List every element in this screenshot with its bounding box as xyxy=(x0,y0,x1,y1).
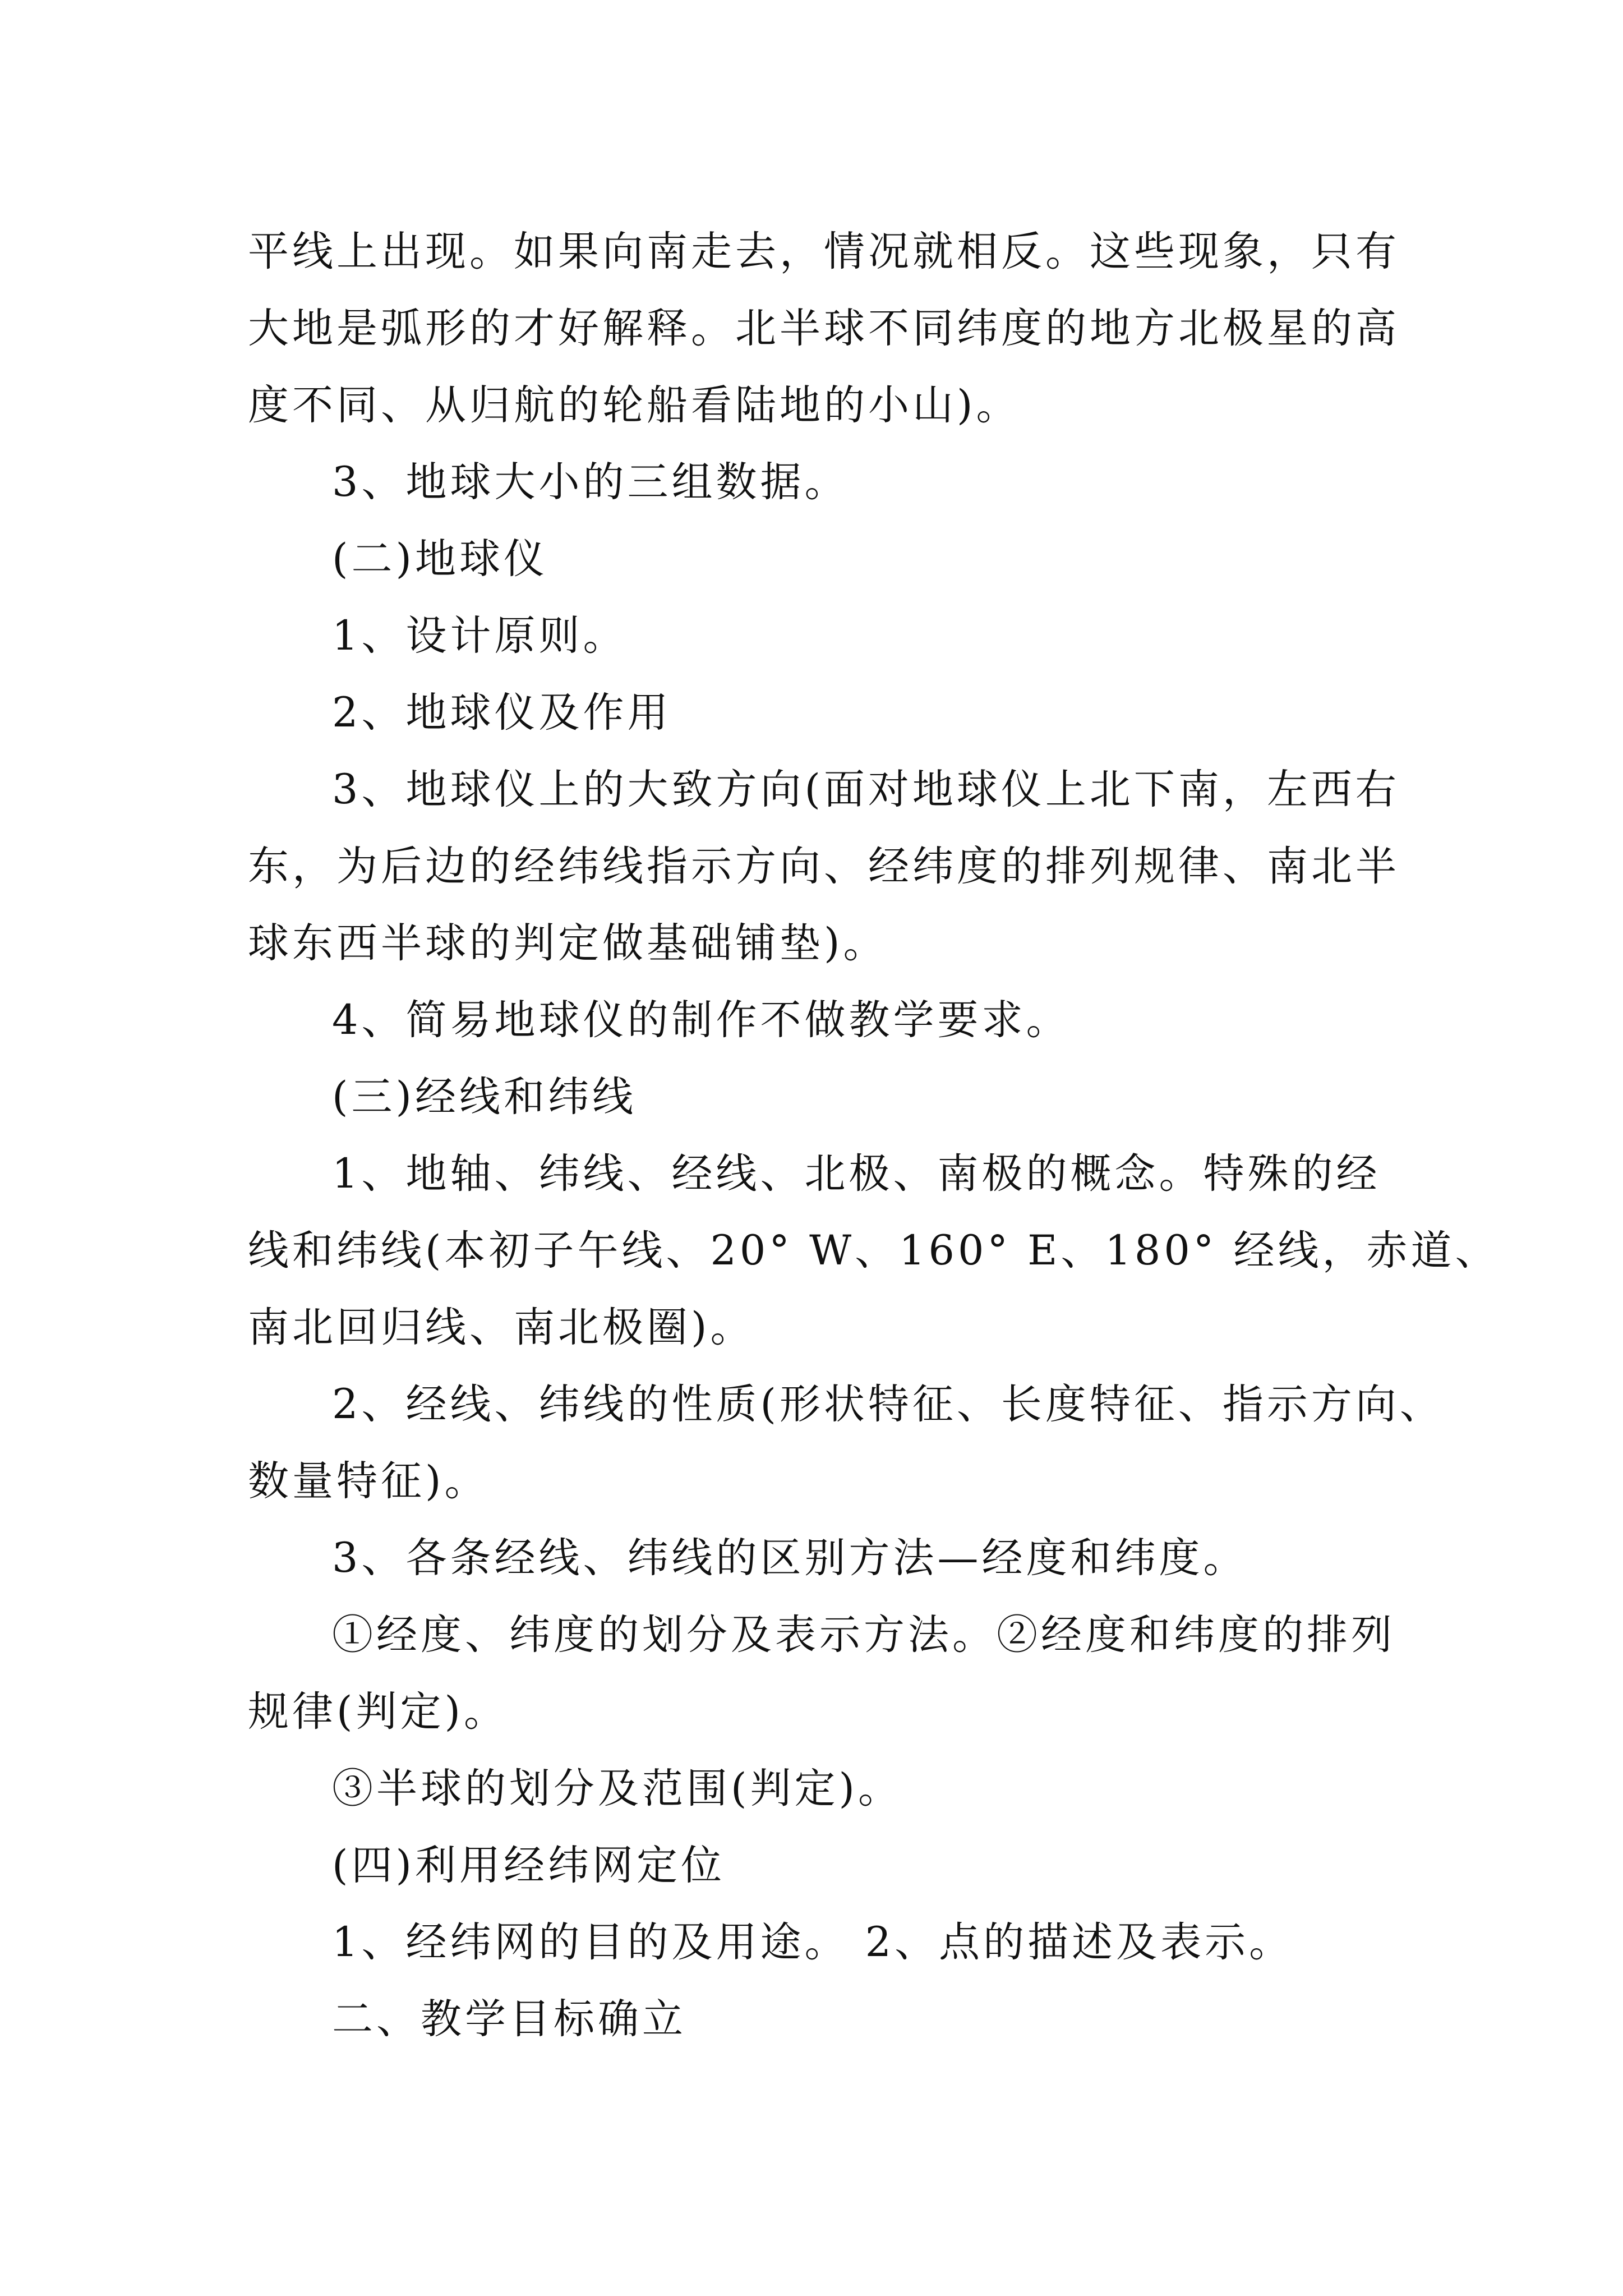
text-line: 度不同、从归航的轮船看陆地的小山)。 xyxy=(248,381,1021,429)
text-line: 数量特征)。 xyxy=(248,1457,489,1505)
text-line: 球东西半球的判定做基础铺垫)。 xyxy=(248,919,888,967)
section-heading: (二)地球仪 xyxy=(332,535,548,583)
text-line: 南北回归线、南北极圈)。 xyxy=(248,1304,755,1351)
text-line: 东，为后边的经纬线指示方向、经纬度的排列规律、南北半 xyxy=(248,843,1400,890)
text-line: 平线上出现。如果向南走去，情况就相反。这些现象，只有 xyxy=(248,228,1400,275)
text-line: 3、地球仪上的大致方向(面对地球仪上北下南，左西右 xyxy=(332,766,1400,813)
section-heading: (四)利用经纬网定位 xyxy=(332,1842,725,1889)
document-body xyxy=(248,213,1500,2058)
text-line: 1、地轴、纬线、经线、北极、南极的概念。特殊的经 xyxy=(332,1150,1381,1198)
section-heading: 二、教学目标确立 xyxy=(332,1995,686,2043)
text-line: 3、地球大小的三组数据。 xyxy=(332,458,849,506)
text-line: 规律(判定)。 xyxy=(248,1688,508,1736)
text-line: ①经度、纬度的划分及表示方法。②经度和纬度的排列 xyxy=(332,1611,1395,1659)
text-line: 1、经纬网的目的及用途。 2、点的描述及表示。 xyxy=(332,1918,1294,1966)
text-line: 线和纬线(本初子午线、20° W、160° E、180° 经线，赤道、 xyxy=(248,1227,1500,1274)
text-line: 大地是弧形的才好解释。北半球不同纬度的地方北极星的高 xyxy=(248,305,1400,352)
section-heading: (三)经线和纬线 xyxy=(332,1073,637,1121)
text-line: 2、地球仪及作用 xyxy=(332,689,672,737)
text-line: 3、各条经线、纬线的区别方法—经度和纬度。 xyxy=(332,1534,1248,1582)
text-line: 2、经线、纬线的性质(形状特征、长度特征、指示方向、 xyxy=(332,1381,1444,1428)
text-line: ③半球的划分及范围(判定)。 xyxy=(332,1765,902,1812)
text-line: 4、简易地球仪的制作不做教学要求。 xyxy=(332,996,1071,1044)
text-line: 1、设计原则。 xyxy=(332,612,628,660)
